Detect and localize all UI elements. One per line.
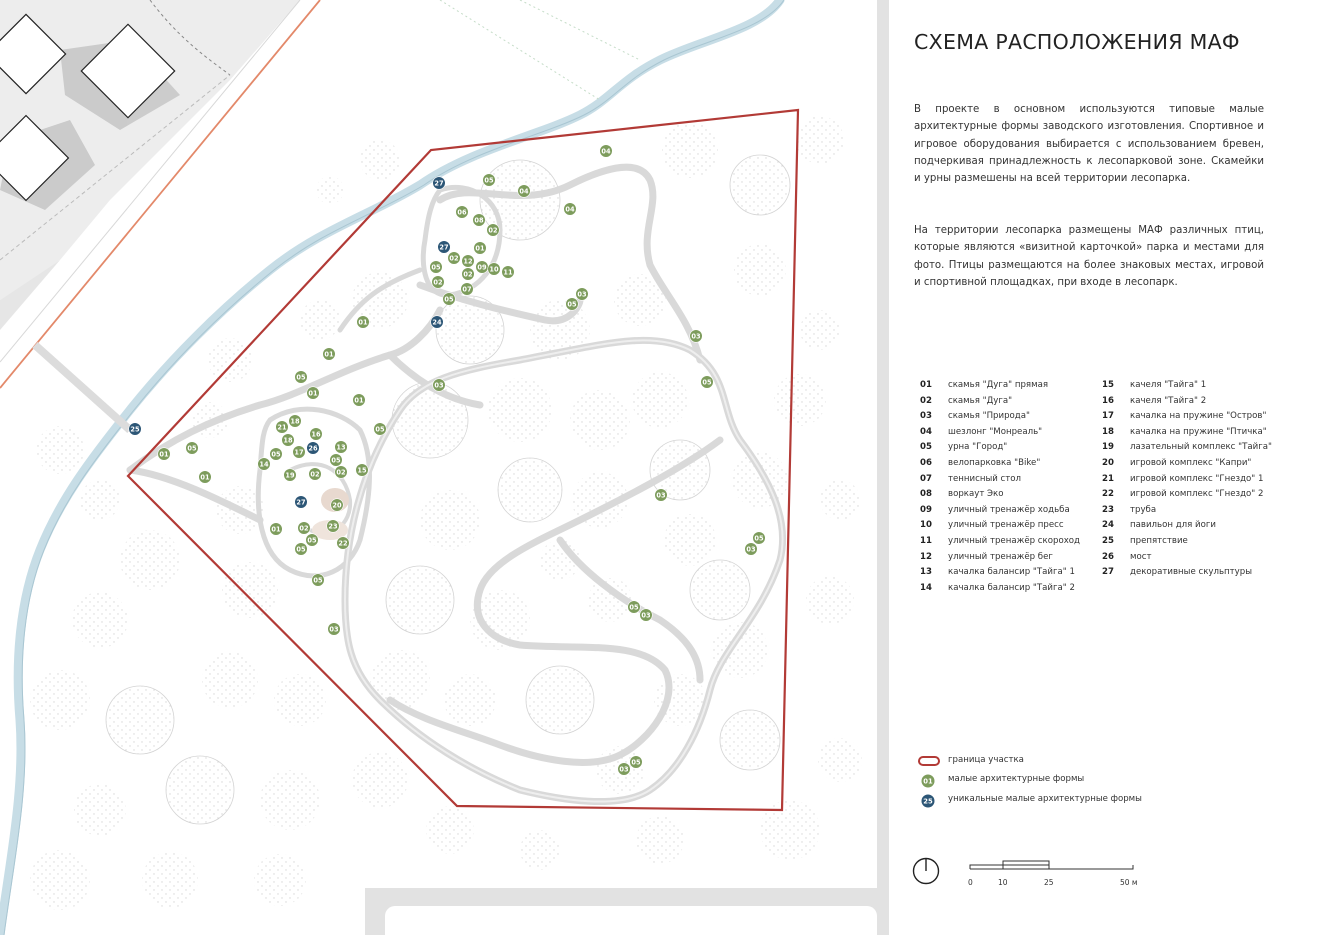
maf-marker[interactable] xyxy=(576,288,589,301)
maf-marker[interactable] xyxy=(307,387,320,400)
legend-item-name: воркаут Эко xyxy=(948,489,1004,500)
marker-label: 05 xyxy=(444,295,454,304)
legend-item-name: декоративные скульптуры xyxy=(1130,567,1252,578)
scale-label-25: 25 xyxy=(1044,878,1054,887)
legend-item-number: 05 xyxy=(920,442,932,453)
marker-label: 26 xyxy=(308,444,318,453)
unique-maf-marker[interactable] xyxy=(295,496,308,509)
marker-label: 18 xyxy=(290,417,300,426)
marker-label: 15 xyxy=(357,466,367,475)
marker-label: 03 xyxy=(746,545,756,554)
marker-label: 05 xyxy=(702,378,712,387)
marker-label: 03 xyxy=(434,381,444,390)
legend-item-number: 11 xyxy=(920,536,932,546)
maf-marker[interactable] xyxy=(564,203,577,216)
maf-marker[interactable] xyxy=(335,466,348,479)
maf-marker[interactable] xyxy=(432,276,445,289)
marker-label: 04 xyxy=(519,187,529,196)
legend-item-number: 02 xyxy=(920,395,932,406)
unique-maf-marker[interactable] xyxy=(129,423,142,436)
description-paragraph-1: В проекте в основном используются типовые малые архитектурные формы заводского изготовления. Спортивное и игровое оборудования выбирается с использованием бревен, подчеркивая принадлежность к лесопарковой зоне. Скамейки и урны размешены на всей территории лесопарка. xyxy=(914,104,1264,185)
legend-item-name: лазательный комплекс "Тайга" xyxy=(1130,442,1272,453)
marker-label: 08 xyxy=(474,216,484,225)
marker-label: 22 xyxy=(338,539,348,548)
maf-marker[interactable] xyxy=(270,523,283,536)
marker-label: 05 xyxy=(187,444,197,453)
legend-item-number: 03 xyxy=(920,411,932,422)
scale-bar-graphic xyxy=(965,860,1145,878)
marker-label: 23 xyxy=(328,522,338,531)
legend-item-number: 27 xyxy=(1102,567,1114,578)
marker-label: 02 xyxy=(336,468,346,477)
scale-label-50: 50 м xyxy=(1120,878,1138,887)
marker-label: 05 xyxy=(484,176,494,185)
legend-item-name: препятствие xyxy=(1130,536,1188,546)
maf-marker[interactable] xyxy=(628,601,641,614)
marker-label: 05 xyxy=(307,536,317,545)
marker-label: 27 xyxy=(296,498,306,507)
marker-label: 01 xyxy=(354,396,364,405)
maf-key-sample: 01 xyxy=(923,777,933,786)
marker-label: 05 xyxy=(631,758,641,767)
legend-item-number: 12 xyxy=(920,551,932,562)
panel-separator xyxy=(877,0,889,935)
scale-label-0: 0 xyxy=(968,878,973,887)
marker-label: 09 xyxy=(477,263,487,272)
marker-label: 27 xyxy=(434,179,444,188)
legend-item-number: 18 xyxy=(1102,426,1114,437)
legend-item-number: 19 xyxy=(1102,442,1114,453)
description-paragraph-2: На территории лесопарка размещены МАФ различных птиц, которые являются «визитной карточкой» парка и местами для фото. Птицы размещаются на более знаковых местах, игровой и спортивной площадках, при входе в лесопарк. xyxy=(914,225,1264,288)
marker-label: 19 xyxy=(285,471,295,480)
maf-marker[interactable] xyxy=(753,532,766,545)
marker-label: 05 xyxy=(567,300,577,309)
legend-item-number: 16 xyxy=(1102,395,1114,406)
legend-item-name: качеля "Тайга" 2 xyxy=(1130,395,1207,406)
legend-item-name: уличный тренажёр ходьба xyxy=(948,504,1070,515)
maf-marker[interactable] xyxy=(483,174,496,187)
marker-label: 17 xyxy=(294,448,304,457)
key-unique-label: уникальные малые архитектурные формы xyxy=(948,794,1142,804)
legend-item-number: 20 xyxy=(1102,458,1114,468)
marker-label: 01 xyxy=(271,525,281,534)
maf-marker[interactable] xyxy=(328,623,341,636)
legend-item-number: 15 xyxy=(1102,380,1114,390)
maf-marker[interactable] xyxy=(640,609,653,622)
unique-maf-marker[interactable] xyxy=(431,316,444,329)
maf-marker[interactable] xyxy=(448,252,461,265)
marker-label: 10 xyxy=(489,265,499,274)
marker-label: 01 xyxy=(308,389,318,398)
legend-item-name: шезлонг "Монреаль" xyxy=(948,426,1043,437)
marker-label: 04 xyxy=(565,205,575,214)
maf-marker[interactable] xyxy=(258,458,271,471)
legend-item-name: качалка балансир "Тайга" 2 xyxy=(948,582,1075,593)
marker-label: 14 xyxy=(259,460,269,469)
marker-label: 25 xyxy=(130,425,140,434)
marker-label: 05 xyxy=(296,545,306,554)
marker-label: 02 xyxy=(488,226,498,235)
maf-marker[interactable] xyxy=(462,268,475,281)
legend-item-number: 08 xyxy=(920,489,932,500)
maf-marker[interactable] xyxy=(289,415,302,428)
maf-marker[interactable] xyxy=(312,574,325,587)
maf-marker[interactable] xyxy=(335,441,348,454)
marker-label: 02 xyxy=(449,254,459,263)
key-boundary-label: граница участка xyxy=(948,755,1024,765)
maf-marker[interactable] xyxy=(461,283,474,296)
marker-label: 03 xyxy=(641,611,651,620)
entry-path xyxy=(35,345,130,430)
maf-key-icon xyxy=(920,773,936,789)
maf-marker[interactable] xyxy=(374,423,387,436)
maf-marker[interactable] xyxy=(745,543,758,556)
marker-label: 01 xyxy=(159,450,169,459)
marker-label: 04 xyxy=(601,147,611,156)
maf-marker[interactable] xyxy=(310,428,323,441)
maf-marker[interactable] xyxy=(293,446,306,459)
maf-marker[interactable] xyxy=(488,263,501,276)
maf-marker[interactable] xyxy=(566,298,579,311)
legend-item-name: мост xyxy=(1130,551,1152,562)
maf-marker[interactable] xyxy=(282,434,295,447)
marker-label: 05 xyxy=(375,425,385,434)
marker-label: 03 xyxy=(656,491,666,500)
legend-item-name: труба xyxy=(1130,504,1157,515)
marker-label: 16 xyxy=(311,430,321,439)
maf-marker[interactable] xyxy=(443,293,456,306)
marker-label: 06 xyxy=(457,208,467,217)
maf-marker[interactable] xyxy=(701,376,714,389)
legend-item-number: 01 xyxy=(920,380,932,390)
legend-item-name: качеля "Тайга" 1 xyxy=(1130,380,1207,390)
legend-item-name: игровой комплекс "Гнездо" 2 xyxy=(1130,489,1264,500)
maf-marker[interactable] xyxy=(655,489,668,502)
maf-marker[interactable] xyxy=(298,522,311,535)
legend-item-number: 10 xyxy=(920,520,932,531)
legend-item-name: скамья "Природа" xyxy=(948,411,1030,422)
marker-label: 05 xyxy=(296,373,306,382)
maf-marker[interactable] xyxy=(337,537,350,550)
maf-marker[interactable] xyxy=(433,379,446,392)
maf-marker[interactable] xyxy=(327,520,340,533)
legend-item-name: теннисный стол xyxy=(948,473,1022,484)
maf-marker[interactable] xyxy=(357,316,370,329)
maf-marker[interactable] xyxy=(276,421,289,434)
legend-item-name: качалка на пружине "Остров" xyxy=(1130,411,1267,422)
maf-marker[interactable] xyxy=(186,442,199,455)
maf-marker[interactable] xyxy=(199,471,212,484)
page-title: СХЕМА РАСПОЛОЖЕНИЯ МАФ xyxy=(914,30,1240,54)
tree-texture xyxy=(30,116,862,910)
marker-label: 01 xyxy=(358,318,368,327)
maf-marker[interactable] xyxy=(330,454,343,467)
unique-maf-marker[interactable] xyxy=(438,241,451,254)
legend-item-name: уличный тренажёр пресс xyxy=(948,520,1064,531)
maf-marker[interactable] xyxy=(295,371,308,384)
legend-item-name: скамья "Дуга" прямая xyxy=(948,380,1049,390)
legend-item-number: 06 xyxy=(920,458,932,468)
marker-label: 01 xyxy=(324,350,334,359)
marker-label: 05 xyxy=(431,263,441,272)
legend-item-name: игровой комплекс "Гнездо" 1 xyxy=(1130,473,1264,484)
unique-maf-marker[interactable] xyxy=(307,442,320,455)
marker-label: 05 xyxy=(271,450,281,459)
boundary-key-icon xyxy=(918,756,940,766)
legend-item-number: 07 xyxy=(920,473,932,484)
maf-marker[interactable] xyxy=(600,145,613,158)
maf-marker[interactable] xyxy=(309,468,322,481)
legend-item-number: 14 xyxy=(920,582,932,593)
legend-item-number: 21 xyxy=(1102,473,1114,484)
legend-item-name: качалка на пружине "Птичка" xyxy=(1130,426,1267,437)
legend-item-number: 22 xyxy=(1102,489,1114,500)
marker-label: 05 xyxy=(313,576,323,585)
maf-marker[interactable] xyxy=(690,330,703,343)
legend-item-name: урна "Город" xyxy=(948,442,1008,453)
legend-item-number: 04 xyxy=(920,426,932,437)
maf-marker[interactable] xyxy=(630,756,643,769)
marker-label: 13 xyxy=(336,443,346,452)
maf-marker[interactable] xyxy=(462,255,475,268)
maf-marker[interactable] xyxy=(353,394,366,407)
legend-item-name: скамья "Дуга" xyxy=(948,395,1013,406)
maf-marker[interactable] xyxy=(518,185,531,198)
marker-label: 11 xyxy=(503,268,513,277)
marker-label: 01 xyxy=(475,244,485,253)
marker-label: 20 xyxy=(332,501,342,510)
maf-marker[interactable] xyxy=(295,543,308,556)
maf-marker[interactable] xyxy=(487,224,500,237)
maf-marker[interactable] xyxy=(306,534,319,547)
marker-label: 18 xyxy=(283,436,293,445)
legend-item-name: велопарковка "Bike" xyxy=(948,458,1041,468)
marker-label: 03 xyxy=(619,765,629,774)
marker-label: 02 xyxy=(433,278,443,287)
legend-item-number: 23 xyxy=(1102,504,1114,515)
maf-marker[interactable] xyxy=(356,464,369,477)
marker-label: 24 xyxy=(432,318,442,327)
maf-marker[interactable] xyxy=(430,261,443,274)
maf-marker[interactable] xyxy=(473,214,486,227)
maf-marker[interactable] xyxy=(270,448,283,461)
legend-item-number: 24 xyxy=(1102,520,1114,531)
maf-marker[interactable] xyxy=(474,242,487,255)
unique-key-sample: 25 xyxy=(923,797,933,806)
marker-label: 07 xyxy=(462,285,472,294)
marker-label: 05 xyxy=(629,603,639,612)
scale-bar xyxy=(965,860,1145,887)
marker-label: 02 xyxy=(310,470,320,479)
legend-item-name: уличный тренажёр бег xyxy=(948,551,1053,562)
marker-label: 01 xyxy=(200,473,210,482)
unique-key-icon xyxy=(920,793,936,809)
bottom-strip-inner xyxy=(385,906,877,935)
legend-item-number: 17 xyxy=(1102,411,1114,422)
maf-marker[interactable] xyxy=(456,206,469,219)
marker-label: 03 xyxy=(329,625,339,634)
legend-item-name: игровой комплекс "Капри" xyxy=(1130,458,1252,468)
legend-item-number: 25 xyxy=(1102,536,1114,546)
maf-marker[interactable] xyxy=(284,469,297,482)
marker-label: 05 xyxy=(754,534,764,543)
maf-marker[interactable] xyxy=(502,266,515,279)
marker-label: 27 xyxy=(439,243,449,252)
marker-label: 02 xyxy=(299,524,309,533)
legend-item-number: 09 xyxy=(920,504,932,515)
maf-marker[interactable] xyxy=(618,763,631,776)
legend-item-name: павильон для йоги xyxy=(1130,520,1216,531)
marker-label: 03 xyxy=(691,332,701,341)
scale-label-10: 10 xyxy=(998,878,1008,887)
north-arrow-icon xyxy=(912,857,942,887)
maf-marker[interactable] xyxy=(158,448,171,461)
marker-label: 03 xyxy=(577,290,587,299)
maf-marker[interactable] xyxy=(476,261,489,274)
legend-item-number: 13 xyxy=(920,567,932,578)
marker-label: 21 xyxy=(277,423,287,432)
key-maf-label: малые архитектурные формы xyxy=(948,774,1085,784)
maf-marker[interactable] xyxy=(323,348,336,361)
legend-item-name: уличный тренажёр скороход xyxy=(948,536,1080,546)
unique-maf-marker[interactable] xyxy=(433,177,446,190)
legend-item-number: 26 xyxy=(1102,551,1114,562)
legend-item-name: качалка балансир "Тайга" 1 xyxy=(948,567,1075,578)
marker-label: 12 xyxy=(463,257,473,266)
marker-label: 02 xyxy=(463,270,473,279)
maf-marker[interactable] xyxy=(331,499,344,512)
marker-label: 05 xyxy=(331,456,341,465)
